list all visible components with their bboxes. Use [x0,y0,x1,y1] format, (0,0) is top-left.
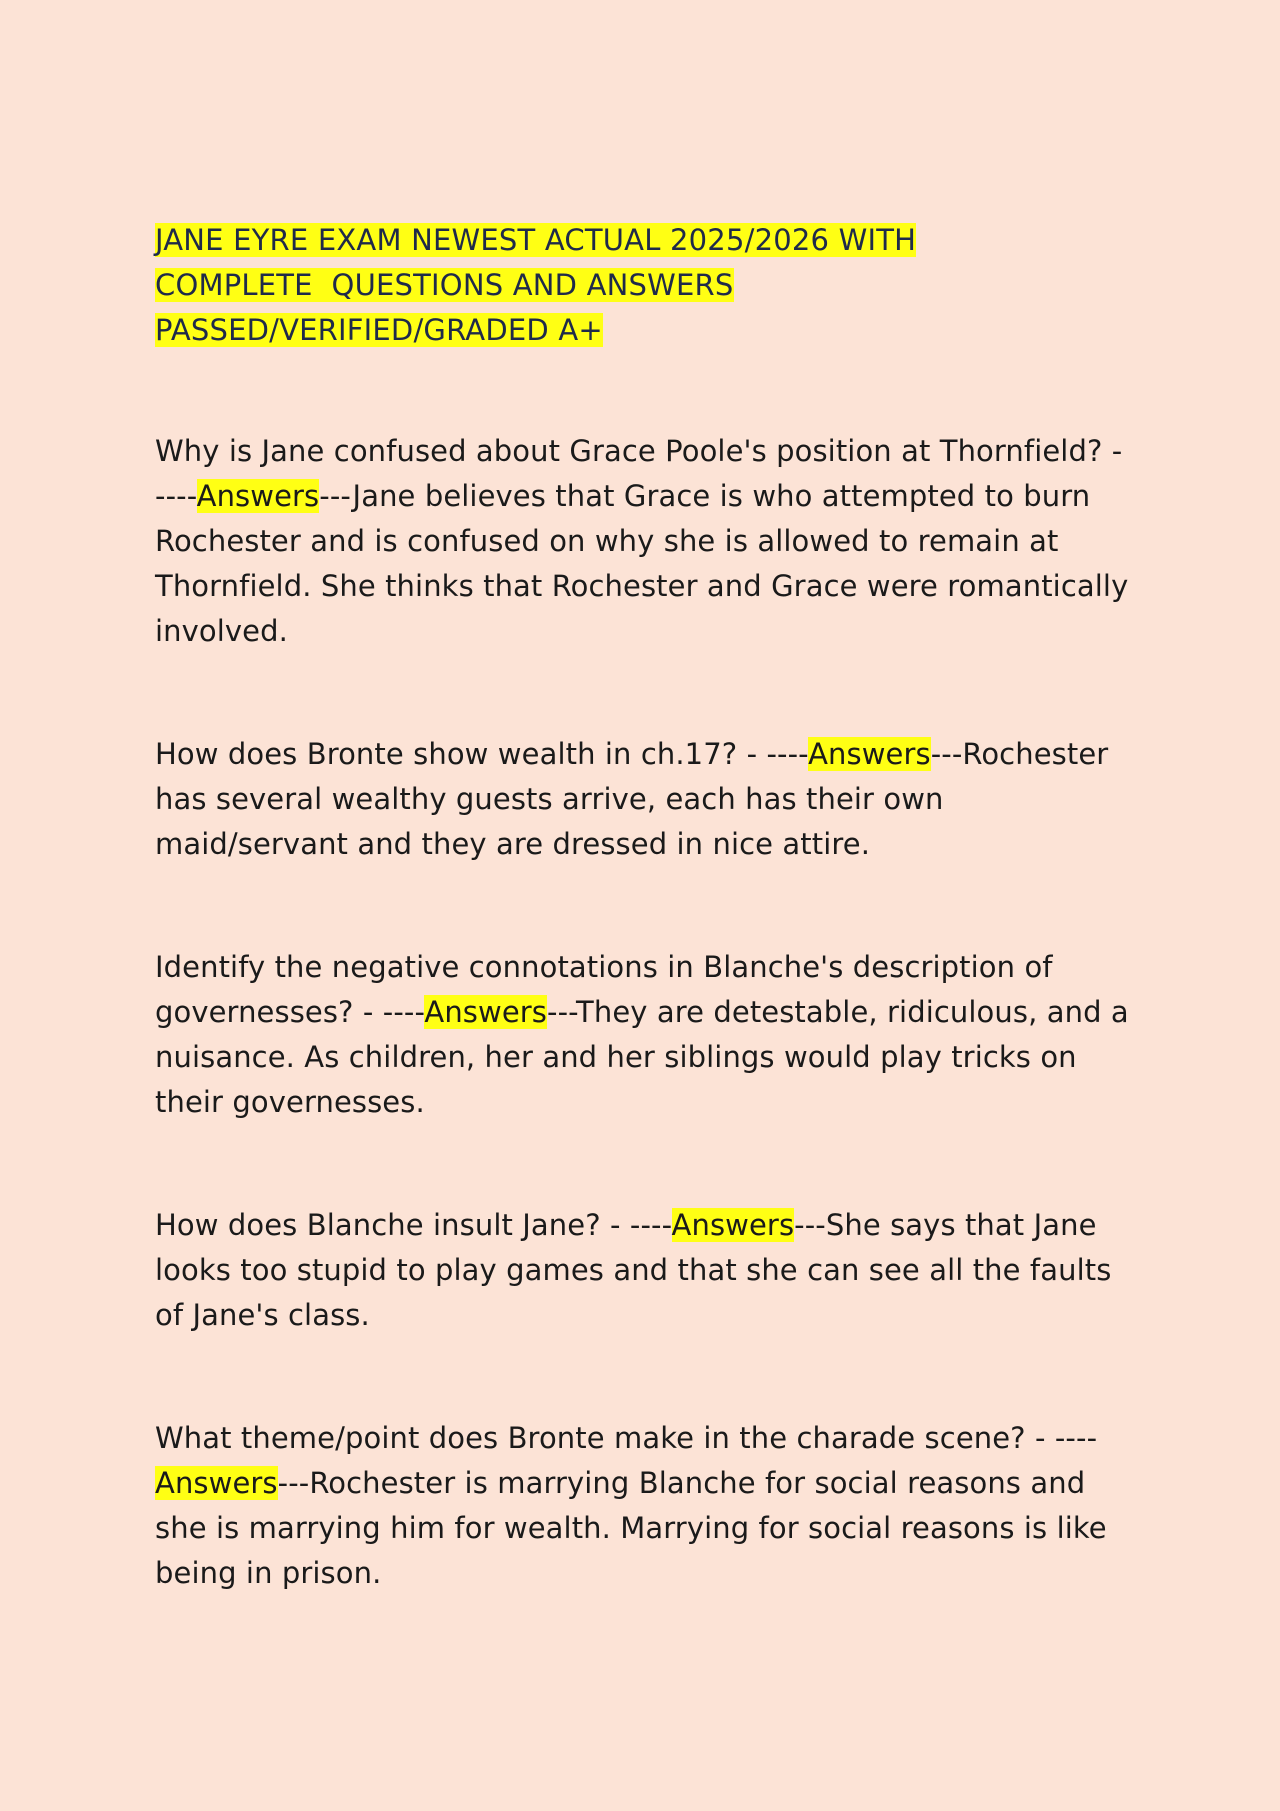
question-text: How does Bronte show wealth in ch.17? - ---- [155,737,809,771]
answer-text: ---They are detestable, ridiculous, and a nuisance. As children, her and her siblings would play tricks on their governesses. [155,995,1129,1119]
qa-item-3 [155,945,1130,1125]
answer-text: ---Rochester has several wealthy guests arrive, each has their own maid/servant and they are dressed in nice attire. [155,737,1109,861]
qa-item-5 [155,1416,1130,1596]
answers-label: Answers [196,479,320,513]
qa-item-1 [155,429,1130,654]
question-text: What theme/point does Bronte make in the charade scene? - ---- [155,1421,1097,1455]
answers-label: Answers [424,995,547,1029]
answer-text: ---Jane believes that Grace is who attempted to burn Rochester and is confused on why she is allowed to remain at Thornfield. She thinks that Rochester and Grace were romantically involved. [155,479,1129,648]
answer-text: ---Rochester is marrying Blanche for social reasons and she is marrying him for wealth. Marrying for social reasons is like being in prison. [155,1466,1107,1590]
qa-item-2 [155,732,1130,867]
document-content [155,218,1130,1596]
title-line-3: PASSED/VERIFIED/GRADED A+ [155,313,603,347]
title-line-1: JANE EYRE EXAM NEWEST ACTUAL 2025/2026 WITH [155,223,917,257]
question-text: Identify the negative connotations in Blanche's description of governesses? - ---- [155,950,1053,1029]
qa-item-4 [155,1203,1130,1338]
answers-label: Answers [155,1466,278,1500]
question-text: Why is Jane confused about Grace Poole's position at Thornfield? - ---- [155,434,1123,513]
title-line-2: COMPLETE QUESTIONS AND ANSWERS [155,268,734,302]
qa-list [155,429,1130,1596]
document-title [155,218,1130,353]
answers-label: Answers [808,737,931,771]
answer-text: ---She says that Jane looks too stupid to play games and that she can see all the faults of Jane's class. [155,1208,1112,1332]
answers-label: Answers [671,1208,795,1242]
question-text: How does Blanche insult Jane? - ---- [155,1208,672,1242]
